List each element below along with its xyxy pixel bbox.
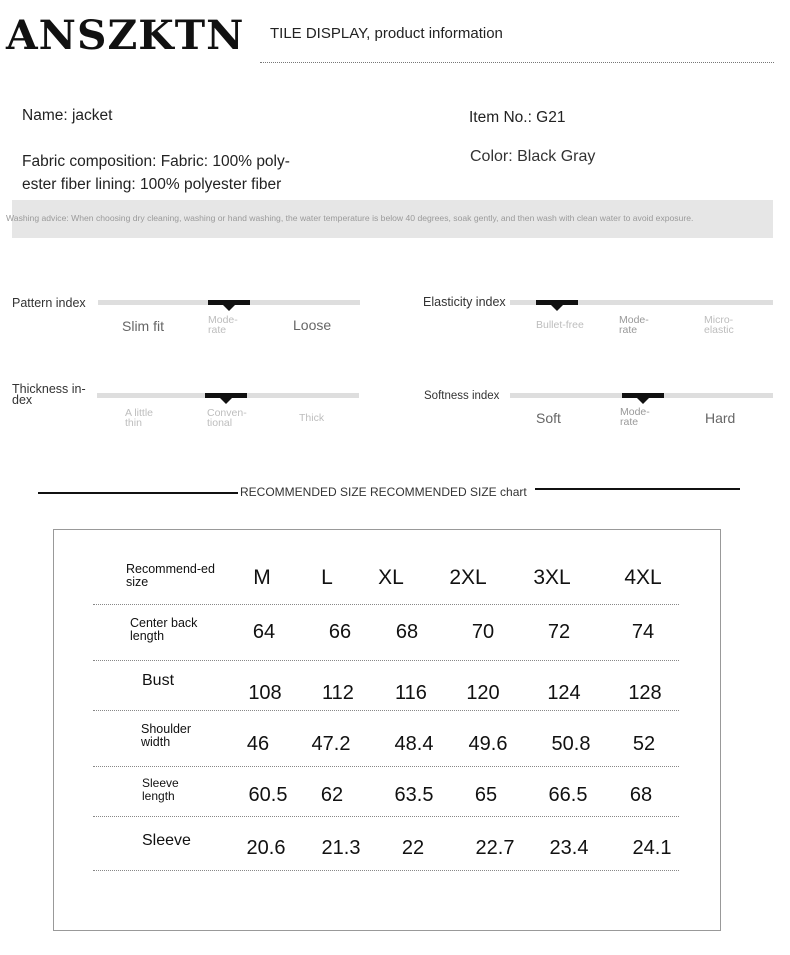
row-divider (93, 870, 679, 871)
elasticity-option-bullet-free: Bullet-free (536, 319, 584, 331)
pattern-option-loose: Loose (293, 317, 332, 333)
row-label-center-back-length: Center back length (130, 616, 198, 643)
table-cell: 108 (248, 682, 282, 704)
size-header-cell: 3XL (533, 566, 571, 589)
page-title: TILE DISPLAY, product information (270, 25, 503, 42)
row-divider (93, 766, 679, 767)
softness-option-hard: Hard (705, 410, 736, 426)
product-name: Name: jacket (22, 107, 113, 124)
size-header-cell: 4XL (624, 566, 662, 589)
thickness-option-thin: A little thin (125, 407, 154, 429)
elasticity-option-moderate: Mode-rate (619, 314, 649, 336)
table-cell: 116 (395, 682, 427, 704)
pattern-index-marker (208, 300, 250, 305)
softness-option-soft: Soft (536, 410, 561, 426)
elasticity-index-marker (536, 300, 578, 305)
item-number: Item No.: G21 (469, 109, 566, 126)
thickness-option-conventional: Conven-tional (207, 407, 247, 429)
table-cell: 47.2 (311, 733, 351, 755)
table-cell: 48.4 (394, 733, 434, 755)
row-divider (93, 710, 679, 711)
softness-option-moderate: Mode-rate (620, 406, 650, 428)
elasticity-index-label: Elasticity index (423, 295, 506, 309)
table-cell: 74 (631, 621, 655, 643)
table-cell: 46 (246, 733, 270, 755)
pattern-option-moderate: Mode-rate (208, 314, 238, 336)
table-cell: 128 (628, 682, 662, 704)
table-cell: 21.3 (321, 837, 361, 859)
row-label-bust: Bust (142, 672, 175, 689)
brand-logo: ANSZKTN (6, 12, 245, 59)
table-cell: 23.4 (549, 837, 589, 859)
thickness-option-thick: Thick (299, 412, 325, 424)
table-cell: 66.5 (548, 784, 588, 806)
washing-advice-banner (6, 200, 773, 238)
pattern-option-slim: Slim fit (122, 318, 164, 334)
table-cell: 65 (474, 784, 498, 806)
size-header-cell: XL (378, 566, 404, 589)
row-divider (93, 816, 679, 817)
section-rule-left (38, 492, 238, 494)
table-cell: 22 (401, 837, 425, 859)
size-header-label: Recommend-ed size (126, 562, 215, 589)
table-cell: 66 (328, 621, 352, 643)
header-divider (260, 62, 774, 63)
section-rule-right (535, 488, 740, 490)
size-header-cell: M (253, 566, 271, 589)
table-cell: 60.5 (248, 784, 288, 806)
size-header-cell: 2XL (449, 566, 487, 589)
fabric-composition: Fabric composition: Fabric: 100% poly-ester fiber lining: 100% polyester fiber (22, 153, 290, 193)
table-cell: 68 (395, 621, 419, 643)
table-cell: 63.5 (394, 784, 434, 806)
table-cell: 62 (320, 784, 344, 806)
table-cell: 24.1 (632, 837, 672, 859)
table-cell: 70 (471, 621, 495, 643)
row-label-sleeve-length: Sleeve length (142, 776, 179, 803)
softness-index-label: Softness index (424, 390, 500, 402)
size-header-cell: L (321, 566, 333, 589)
thickness-index-marker (205, 393, 247, 398)
table-cell: 22.7 (475, 837, 515, 859)
table-cell: 64 (252, 621, 276, 643)
row-divider (93, 660, 679, 661)
table-cell: 52 (632, 733, 656, 755)
size-chart-title: RECOMMENDED SIZE RECOMMENDED SIZE chart (240, 485, 527, 499)
table-cell: 120 (466, 682, 500, 704)
table-cell: 20.6 (246, 837, 286, 859)
product-color: Color: Black Gray (470, 148, 596, 165)
thickness-index-label: Thickness in-dex (12, 382, 86, 407)
row-label-shoulder-width: Shoulder width (141, 722, 192, 749)
table-cell: 68 (629, 784, 653, 806)
row-divider (93, 604, 679, 605)
row-label-sleeve: Sleeve (142, 832, 191, 849)
elasticity-option-micro-elastic: Micro-elastic (704, 314, 734, 336)
softness-index-marker (622, 393, 664, 398)
table-cell: 50.8 (551, 733, 591, 755)
pattern-index-label: Pattern index (12, 296, 86, 310)
table-cell: 49.6 (468, 733, 508, 755)
table-cell: 124 (547, 682, 581, 704)
washing-advice-text: Washing advice: When choosing dry cleaning, washing or hand washing, the water temperature is below 40 degrees, soak gently, and then wash with clean water to avoid exposure. (6, 213, 694, 223)
table-cell: 72 (547, 621, 571, 643)
table-cell: 112 (322, 682, 354, 704)
